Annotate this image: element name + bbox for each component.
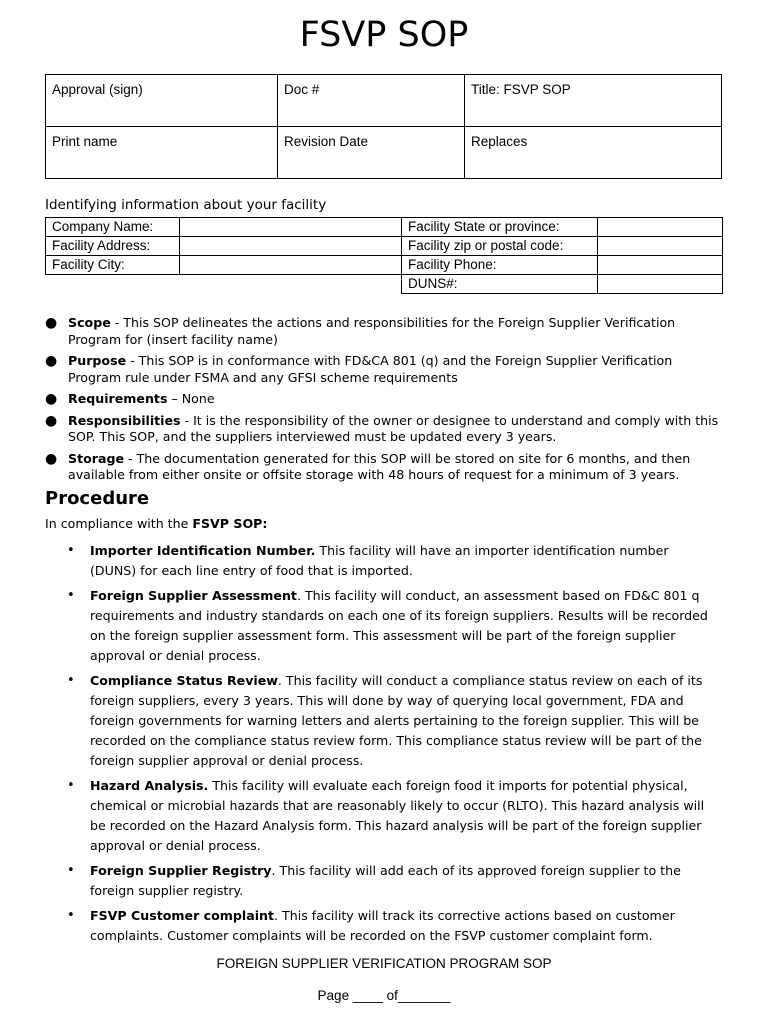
facility-zip-label: Facility zip or postal code: — [402, 237, 598, 256]
duns-field[interactable] — [598, 275, 723, 294]
bullet-text: - The documentation generated for this SOP will be stored on site for 6 months, and then available from either onsite or offsite storage with 48 hours of request for a minimum of 3 years. — [68, 450, 691, 482]
title-cell: Title: FSVP SOP — [465, 75, 722, 127]
bullet-text: - This SOP delineates the actions and responsibilities for the Foreign Supplier Verification Program for (insert facility name) — [68, 315, 676, 347]
procedure-text: . This facility will conduct, an assessment based on FD&C 801 q requirements and industry standards on each one of its foreign suppliers. Results will be recorded on the foreign supplier assessment form. This assessment will be part of the foreign supplier approval or denial process. — [90, 588, 708, 663]
procedure-term: Hazard Analysis. — [90, 778, 209, 793]
approval-table — [45, 74, 722, 179]
procedure-text: . This facility will add each of its approved foreign supplier to the foreign supplier registry. — [90, 863, 681, 898]
revision-date-cell[interactable]: Revision Date — [278, 127, 465, 179]
replaces-cell[interactable]: Replaces — [465, 127, 722, 179]
bullet-icon: • — [67, 908, 75, 923]
bullet-icon: • — [67, 863, 75, 878]
bullet-icon: ● — [45, 450, 58, 467]
facility-city-field[interactable] — [180, 256, 402, 275]
bullet-term: Storage — [68, 450, 125, 466]
company-name-label: Company Name: — [46, 218, 180, 237]
list-item — [67, 776, 717, 856]
duns-label: DUNS#: — [402, 275, 598, 294]
bullet-icon: • — [67, 588, 75, 603]
print-name-cell[interactable]: Print name — [46, 127, 278, 179]
bullet-icon: ● — [45, 391, 58, 407]
procedure-term: Compliance Status Review — [90, 673, 278, 688]
list-item — [67, 671, 717, 771]
list-item — [67, 541, 717, 581]
bullet-text: - It is the responsibility of the owner or designee to understand and comply with this SOP. This SOP, and the suppliers interviewed must be updated every 3 years. — [68, 412, 719, 444]
bullet-icon: • — [67, 543, 75, 558]
list-item — [67, 861, 717, 901]
procedure-text: This facility will evaluate each foreign food it imports for potential physical, chemical or microbial hazards that are reasonably likely to occur (RLTO). This hazard analysis will be recorded on the Hazard Analysis form. This hazard analysis will be part of the foreign supplier approval or denial process. — [90, 778, 705, 853]
facility-zip-field[interactable] — [598, 237, 723, 256]
procedure-term: FSVP Customer complaint — [90, 908, 275, 923]
footer-title: FOREIGN SUPPLIER VERIFICATION PROGRAM SOP — [216, 956, 552, 971]
procedure-text: This facility will have an importer identification number (DUNS) for each line entry of food that is imported. — [90, 543, 669, 578]
procedure-text: . This facility will track its corrective actions based on customer complaints. Customer complaints will be recorded on the FSVP customer complaint form. — [90, 908, 675, 943]
procedure-term: Foreign Supplier Assessment — [90, 588, 297, 603]
compliance-intro-bold: FSVP SOP: — [192, 516, 268, 531]
list-item — [45, 451, 725, 484]
company-name-field[interactable] — [180, 218, 402, 237]
bullet-text: - This SOP is in conformance with FD&CA 801 (q) and the Foreign Supplier Verification Program rule under FSMA and any GFSI scheme requirements — [68, 353, 673, 385]
empty-cell — [180, 275, 402, 294]
list-item — [45, 315, 725, 348]
bullet-term: Scope — [68, 315, 111, 330]
procedure-term: Foreign Supplier Registry — [90, 863, 272, 878]
list-item — [45, 413, 725, 446]
bullet-icon: ● — [45, 412, 58, 429]
procedure-text: . This facility will conduct a compliance status review on each of its foreign suppliers, every 3 years. This will done by way of querying local government, FDA and foreign governments for warning letters and alerts pertaining to the foreign supplier. This will be recorded on the compliance status review form. This compliance status review will be part of the foreign supplier approval or denial process. — [90, 673, 703, 768]
bullet-icon: • — [67, 778, 75, 793]
facility-state-label: Facility State or province: — [402, 218, 598, 237]
list-item — [67, 586, 717, 666]
approval-sign-cell[interactable]: Approval (sign) — [46, 75, 278, 127]
compliance-intro — [45, 516, 267, 531]
list-item — [67, 906, 717, 946]
bullet-icon: ● — [45, 315, 58, 331]
bullet-text: – None — [167, 391, 215, 406]
doc-number-cell[interactable]: Doc # — [278, 75, 465, 127]
intro-bullet-list — [45, 315, 725, 489]
facility-phone-label: Facility Phone: — [402, 256, 598, 275]
document-title: FSVP SOP — [299, 15, 469, 55]
list-item — [45, 391, 725, 408]
facility-address-label: Facility Address: — [46, 237, 180, 256]
compliance-intro-text: In compliance with the — [45, 516, 193, 531]
bullet-icon: • — [67, 673, 75, 688]
page-number: Page ____ of_______ — [317, 988, 451, 1003]
procedure-heading: Procedure — [45, 488, 150, 509]
facility-address-field[interactable] — [180, 237, 402, 256]
empty-cell — [46, 275, 180, 294]
facility-state-field[interactable] — [598, 218, 723, 237]
bullet-term: Responsibilities — [68, 412, 181, 428]
bullet-icon: ● — [45, 353, 58, 369]
bullet-term: Purpose — [68, 353, 127, 368]
procedure-list — [67, 541, 717, 951]
list-item — [45, 353, 725, 386]
facility-city-label: Facility City: — [46, 256, 180, 275]
facility-phone-field[interactable] — [598, 256, 723, 275]
facility-info-table — [45, 217, 723, 294]
identifying-info-heading: Identifying information about your facility — [45, 197, 327, 213]
bullet-term: Requirements — [68, 391, 168, 406]
procedure-term: Importer Identification Number. — [90, 543, 316, 558]
